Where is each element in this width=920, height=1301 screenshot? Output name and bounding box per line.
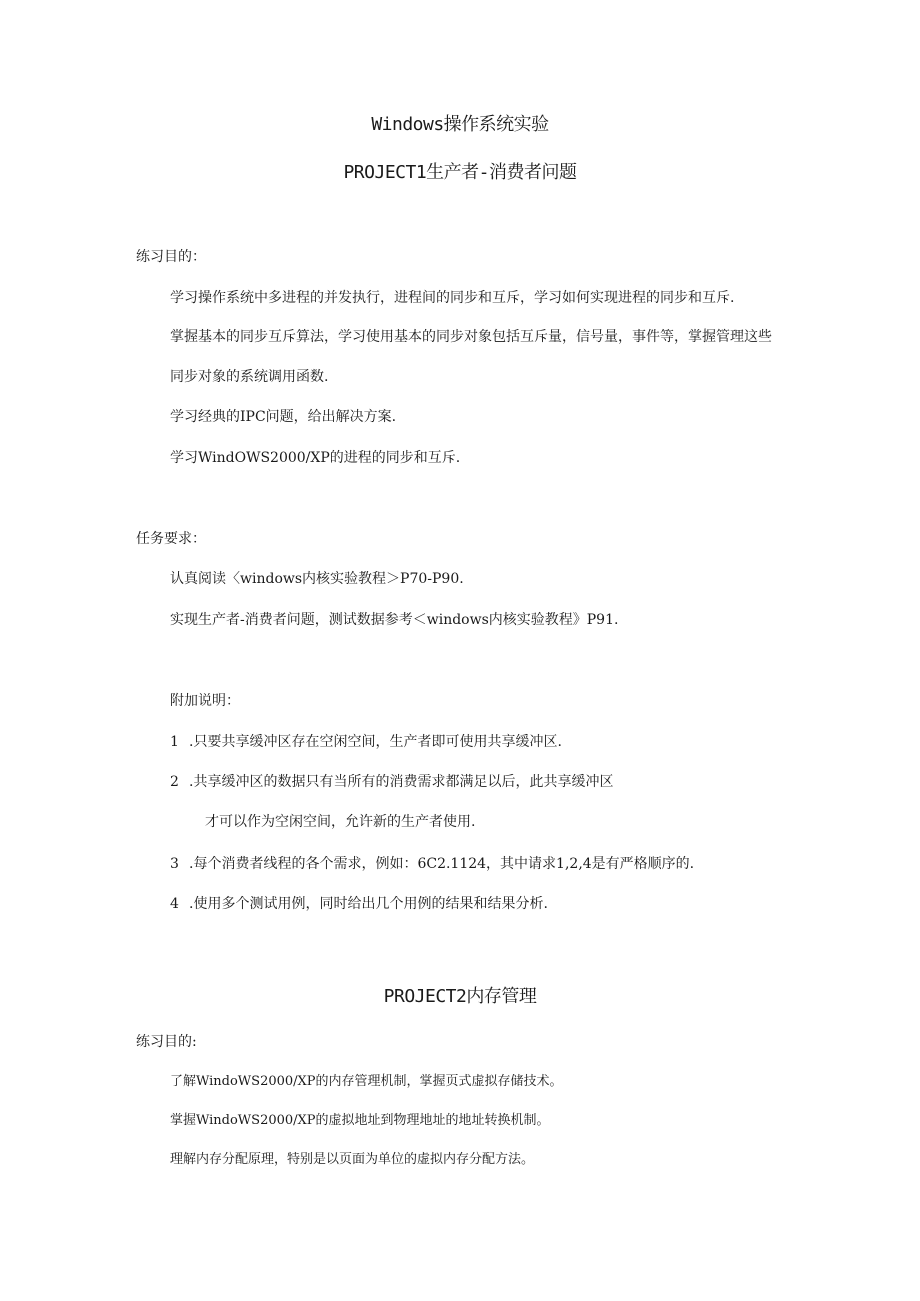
- note-number: 1: [170, 734, 179, 750]
- project1-purpose-heading: 练习目的：: [136, 249, 206, 265]
- note-text: .共享缓冲区的数据只有当所有的消费需求都满足以后，此共享缓冲区: [189, 774, 614, 790]
- project1-note-item: [170, 735, 562, 749]
- project1-task-line: 认真阅读〈windows内核实验教程＞P70-P90.: [170, 571, 464, 587]
- project2-purpose-line: 了解WindoWS2000/XP的内存管理机制，掌握页式虚拟存储技术。: [170, 1074, 563, 1089]
- note-number: 3: [170, 856, 179, 872]
- project1-note-item: [170, 897, 548, 911]
- project1-purpose-line: 掌握基本的同步互斥算法，学习使用基本的同步对象包括互斥量，信号量，事件等，掌握管理这些: [170, 329, 772, 345]
- project2-purpose-heading: 练习目的:: [136, 1034, 197, 1050]
- project1-task-heading: 任务要求：: [136, 531, 206, 547]
- project1-note-item: [170, 775, 613, 789]
- note-number: 4: [170, 896, 179, 912]
- project1-purpose-line: 学习操作系统中多进程的并发执行，进程间的同步和互斥，学习如何实现进程的同步和互斥.: [170, 290, 735, 306]
- project2-purpose-line: 理解内存分配原理，特别是以页面为单位的虚拟内存分配方法。: [170, 1152, 535, 1167]
- project1-task-line: 实现生产者-消费者问题，测试数据参考＜windows内核实验教程》P91.: [170, 612, 619, 628]
- note-text: .每个消费者线程的各个需求，例如：6C2.1124，其中请求1,2,4是有严格顺序的.: [189, 856, 695, 872]
- project1-title: PROJECT1生产者-消费者问题: [343, 162, 577, 183]
- project1-note-continuation: 才可以作为空闲空间，允许新的生产者使用.: [205, 814, 476, 830]
- note-text: .只要共享缓冲区存在空闲空间，生产者即可使用共享缓冲区.: [189, 734, 562, 750]
- project1-purpose-line: 学习经典的IPC问题，给出解决方案.: [170, 409, 397, 425]
- project1-purpose-line: 同步对象的系统调用函数.: [170, 369, 329, 385]
- document-title: Windows操作系统实验: [371, 114, 549, 135]
- note-number: 2: [170, 774, 179, 790]
- project1-notes-heading: 附加说明：: [170, 693, 240, 709]
- project1-purpose-line: 学习WindOWS2000/XP的进程的同步和互斥.: [170, 450, 461, 466]
- project2-purpose-line: 掌握WindoWS2000/XP的虚拟地址到物理地址的地址转换机制。: [170, 1113, 550, 1128]
- project1-note-item: [170, 857, 694, 871]
- project2-title: PROJECT2内存管理: [383, 986, 537, 1007]
- note-text: .使用多个测试用例，同时给出几个用例的结果和结果分析.: [189, 896, 548, 912]
